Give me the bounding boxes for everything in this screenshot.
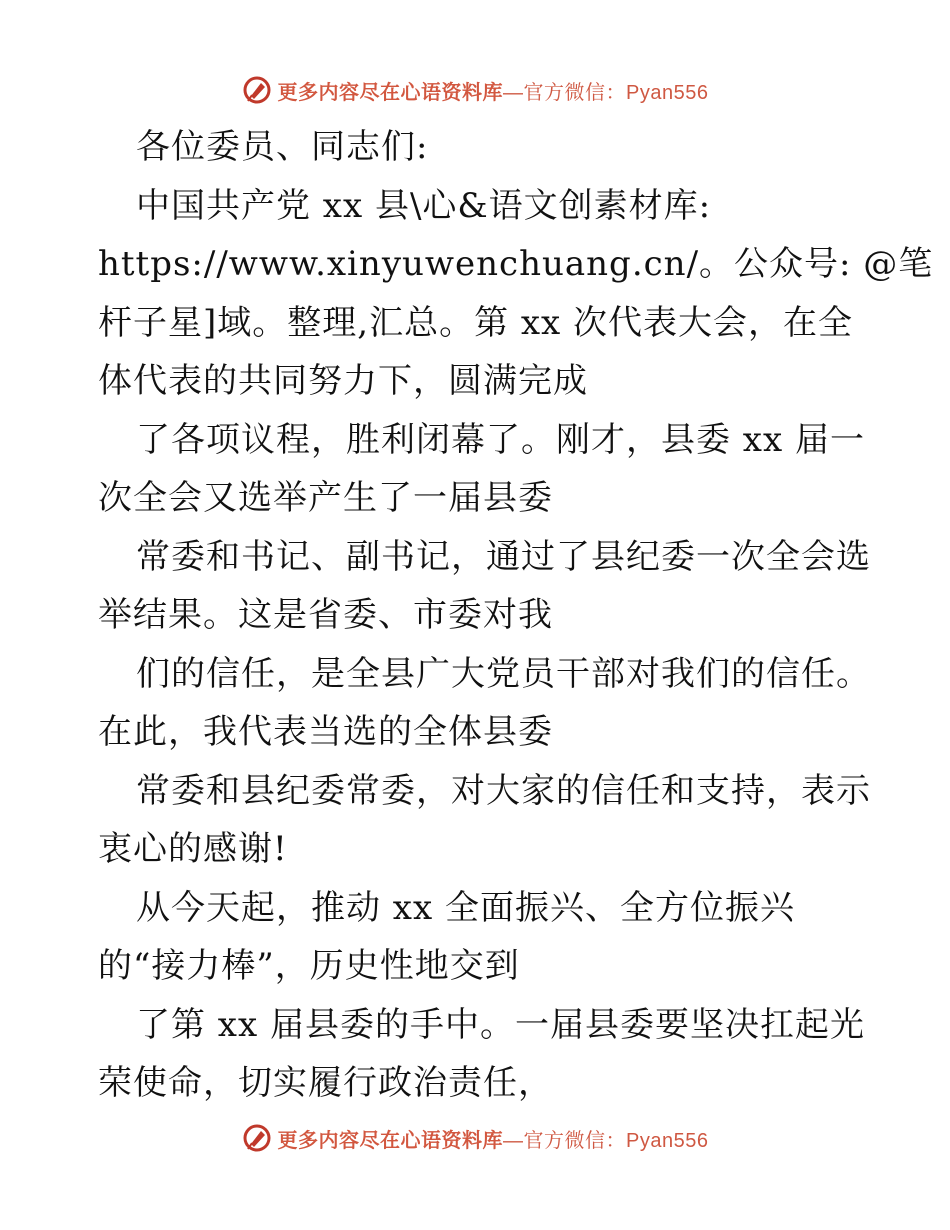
banner-contact: —官方微信：Pyan556: [503, 81, 709, 104]
text-line: 体代表的共同努力下，圆满完成: [98, 361, 588, 401]
text-line: 衷心的感谢!: [98, 829, 288, 869]
text-line: 荣使命，切实履行政治责任，: [98, 1063, 553, 1103]
text-line: 举结果。这是省委、市委对我: [98, 595, 553, 635]
banner-text: [278, 76, 709, 105]
text-line: 各位委员、同志们:: [136, 127, 429, 167]
text-line: 常委和书记、副书记，通过了县纪委一次全会选: [136, 536, 871, 577]
banner-contact: —官方微信：Pyan556: [503, 1129, 709, 1152]
text-line: 的“接力棒”，历史性地交到: [98, 946, 520, 986]
footer-banner: [0, 1118, 950, 1158]
text-line: https://www.xinyuwenchuang.cn/。公众号: @笔: [98, 244, 934, 284]
banner-brand: 更多内容尽在心语资料库: [277, 1127, 504, 1152]
text-line: 次全会又选举产生了一届县委: [98, 478, 553, 518]
header-banner: [0, 70, 950, 110]
banner-brand: 更多内容尽在心语资料库: [277, 79, 504, 104]
text-line: 了第 xx 届县委的手中。一届县委要坚决扛起光: [136, 1004, 865, 1045]
text-line: 了各项议程，胜利闭幕了。刚才，县委 xx 届一: [136, 419, 865, 460]
text-line: 从今天起，推动 xx 全面振兴、全方位振兴: [136, 887, 795, 928]
text-line: 们的信任，是全县广大党员干部对我们的信任。: [136, 653, 871, 694]
text-line: 常委和县纪委常委，对大家的信任和支持，表示: [136, 770, 871, 811]
text-line: 杆子星]域。整理,汇总。第 xx 次代表大会，在全: [98, 302, 854, 343]
banner-text: [278, 1124, 709, 1153]
document-body: [98, 118, 934, 1113]
pen-nib-logo-icon: [242, 1123, 272, 1153]
pen-nib-logo-icon: [242, 75, 272, 105]
text-line: 在此，我代表当选的全体县委: [98, 712, 553, 752]
text-line: 中国共产党 xx 县\心&语文创素材库:: [136, 185, 712, 226]
